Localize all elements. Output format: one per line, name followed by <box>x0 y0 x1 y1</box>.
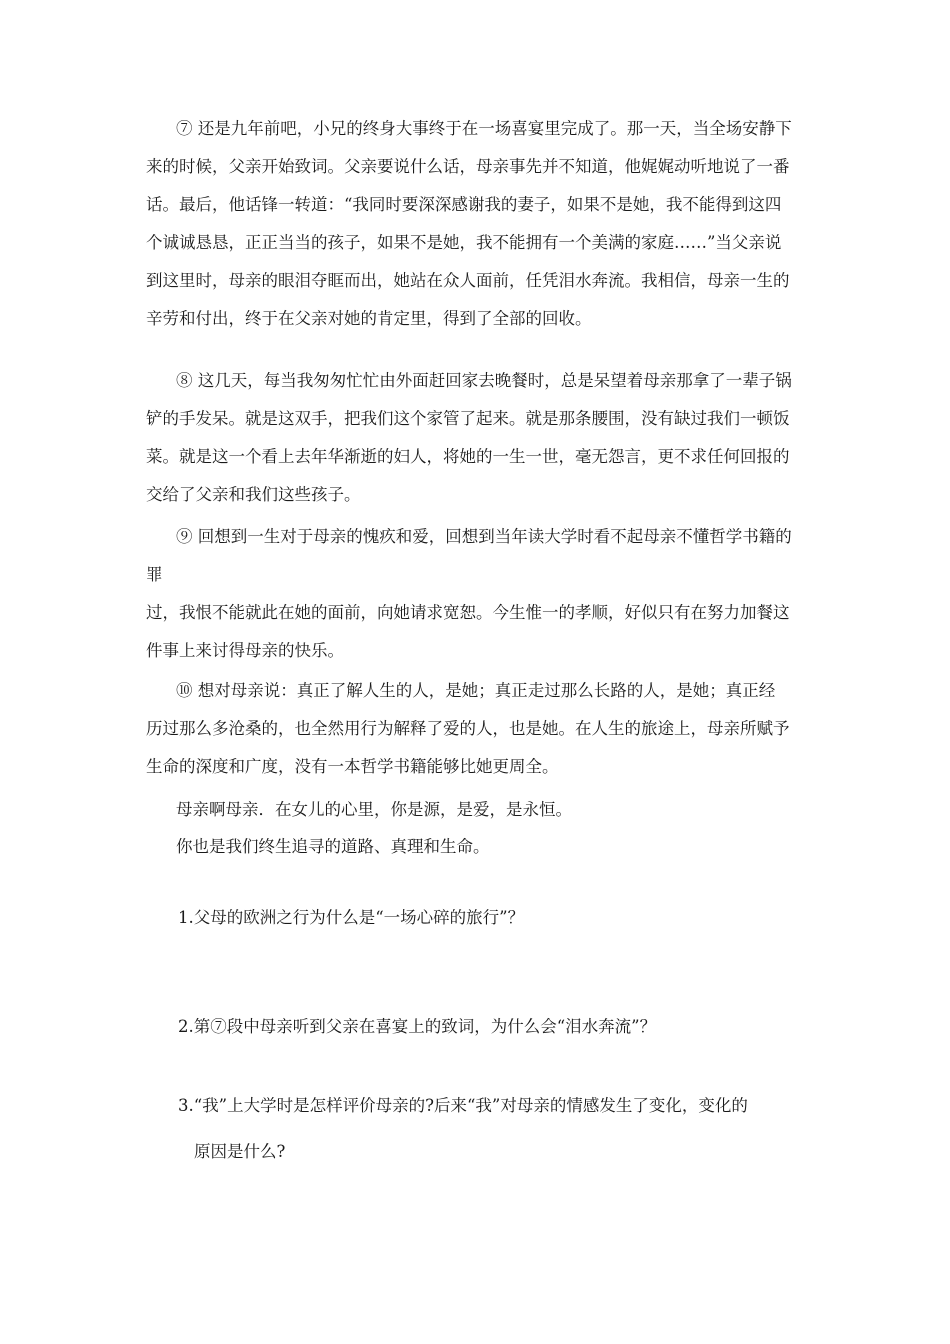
text-line: 铲的手发呆。就是这双手，把我们这个家管了起来。就是那条腰围，没有缺过我们一顿饭 <box>146 409 790 428</box>
text-line: 罪 <box>146 565 163 584</box>
paragraph-7 <box>146 110 810 338</box>
question-text: 3.“我”上大学时是怎样评价母亲的?后来“我”对母亲的情感发生了变化，变化的 <box>178 1096 748 1115</box>
closing-line-2: 你也是我们终生追寻的道路、真理和生命。 <box>176 837 490 856</box>
question-text: 2.第⑦段中母亲听到父亲在喜宴上的致词，为什么会“泪水奔流”？ <box>178 1017 657 1036</box>
text-line: ⑨ 回想到一生对于母亲的愧疚和爱，回想到当年读大学时看不起母亲不懂哲学书籍的 <box>176 527 792 546</box>
text-line: 辛劳和付出，终于在父亲对她的肯定里，得到了全部的回收。 <box>146 309 592 328</box>
question-3 <box>178 1083 748 1175</box>
text-line: 来的时候，父亲开始致词。父亲要说什么话，母亲事先并不知道，他娓娓动听地说了一番 <box>146 157 790 176</box>
text-line: ⑧ 这几天，每当我匆匆忙忙由外面赶回家去晚餐时，总是呆望着母亲那拿了一辈子锅 <box>176 371 792 390</box>
question-text: 1.父母的欧洲之行为什么是“一场心碎的旅行”？ <box>178 908 525 927</box>
paragraph-9 <box>146 518 810 670</box>
question-text: 原因是什么? <box>194 1142 286 1161</box>
text-line: ⑦ 还是九年前吧，小兄的终身大事终于在一场喜宴里完成了。那一天，当全场安静下 <box>176 119 792 138</box>
text-line: 交给了父亲和我们这些孩子。 <box>146 485 361 504</box>
text-line: 过，我恨不能就此在她的面前，向她请求宽恕。今生惟一的孝顺，好似只有在努力加餐这 <box>146 603 790 622</box>
closing-line-1: 母亲啊母亲．在女儿的心里，你是源，是爱，是永恒。 <box>176 800 572 819</box>
paragraph-8 <box>146 362 810 514</box>
text-line: 生命的深度和广度，没有一本哲学书籍能够比她更周全。 <box>146 757 559 776</box>
paragraph-10 <box>146 672 810 786</box>
text-line: 到这里时，母亲的眼泪夺眶而出，她站在众人面前，任凭泪水奔流。我相信，母亲一生的 <box>146 271 790 290</box>
text-line: 菜。就是这一个看上去年华渐逝的妇人，将她的一生一世，毫无怨言，更不求任何回报的 <box>146 447 790 466</box>
text-line: 个诚诚恳恳，正正当当的孩子，如果不是她，我不能拥有一个美满的家庭……”当父亲说 <box>146 233 782 252</box>
question-2 <box>178 1004 656 1050</box>
text-line: ⑩ 想对母亲说：真正了解人生的人，是她；真正走过那么长路的人，是她；真正经 <box>176 681 776 700</box>
text-line: 件事上来讨得母亲的快乐。 <box>146 641 344 660</box>
text-line: 历过那么多沧桑的，也全然用行为解释了爱的人，也是她。在人生的旅途上，母亲所赋予 <box>146 719 790 738</box>
question-1 <box>178 895 524 941</box>
text-line: 话。最后，他话锋一转道：“我同时要深深感谢我的妻子，如果不是她，我不能得到这四 <box>146 195 782 214</box>
